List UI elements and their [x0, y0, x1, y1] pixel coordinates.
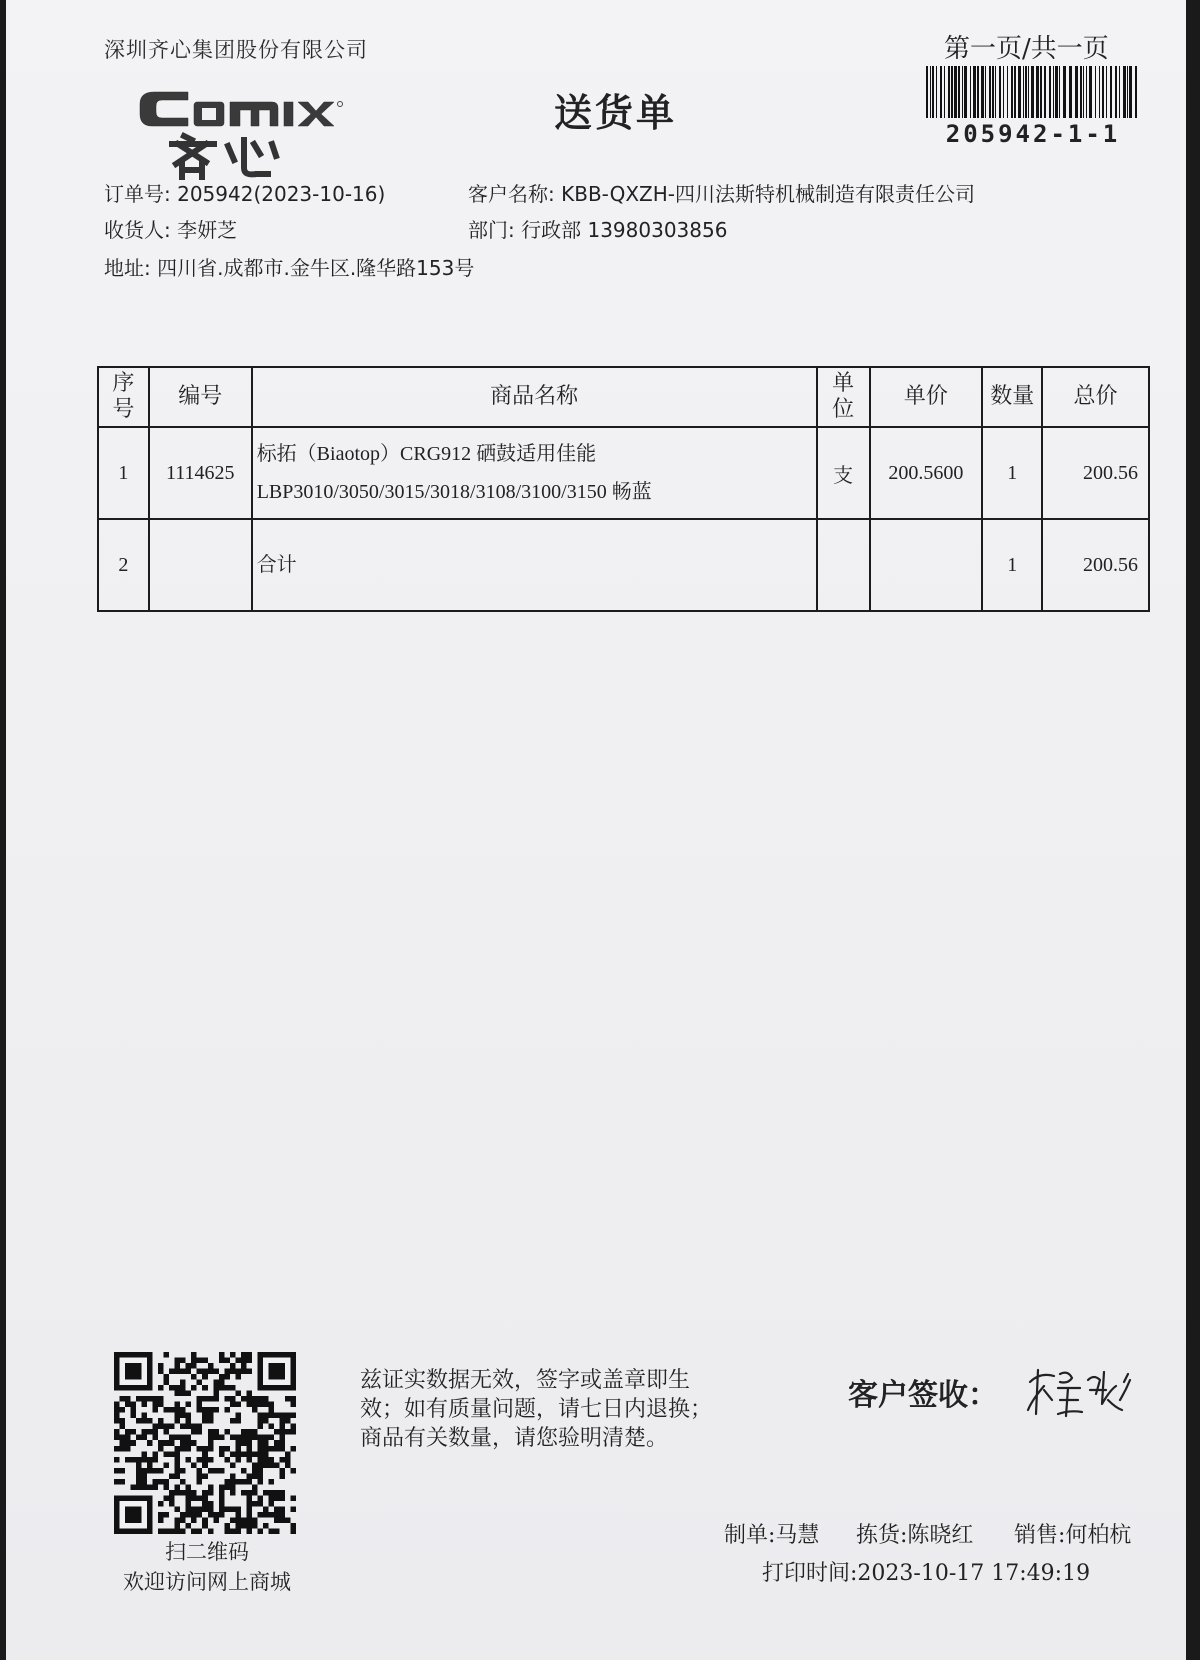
- picker-row: 拣货:陈晓红: [856, 1523, 974, 1548]
- cell-price: [870, 519, 983, 611]
- company-name: 深圳齐心集团股份有限公司: [104, 38, 368, 62]
- cell-total: 200.56: [1042, 519, 1149, 611]
- customer-value: KBB-QXZH-四川法斯特机械制造有限责任公司: [561, 182, 976, 206]
- header-seq: 序 号: [98, 367, 149, 427]
- customer-row: [468, 178, 975, 207]
- notice-text: 兹证实数据无效，签字或盖章即生 效；如有质量问题，请七日内退换； 商品有关数量，请您验明清楚。: [360, 1368, 713, 1451]
- address-value: 四川省.成都市.金牛区.隆华路153号: [157, 256, 475, 280]
- cell-qty: 1: [982, 427, 1042, 519]
- department-label: 部门:: [468, 218, 515, 242]
- table-row: [98, 427, 1149, 519]
- delivery-note-sheet: [6, 0, 1186, 1660]
- cell-code: [149, 519, 252, 611]
- department-row: [468, 214, 727, 243]
- header-price: 单价: [870, 367, 983, 427]
- comix-logo: [126, 84, 366, 180]
- header-name: 商品名称: [252, 367, 817, 427]
- maker-row: 制单:马慧: [724, 1523, 820, 1548]
- customer-sign-label: 客户签收：: [848, 1378, 998, 1413]
- customer-label: 客户名称:: [468, 182, 555, 206]
- cell-seq: 2: [98, 519, 149, 611]
- header-total: 总价: [1042, 367, 1149, 427]
- cell-unit: [817, 519, 870, 611]
- receiver-value: 李妍芝: [177, 218, 238, 242]
- sales-row: 销售:何柏杭: [1014, 1523, 1132, 1548]
- qr-caption-scan: 扫二维码: [165, 1540, 249, 1564]
- barcode-image: [924, 66, 1142, 118]
- items-table: [97, 366, 1150, 612]
- print-time-value: 2023-10-17 17:49:19: [857, 1561, 1091, 1586]
- print-time-row: 打印时间:2023-10-17 17:49:19: [762, 1561, 1091, 1586]
- cell-total: 200.56: [1042, 427, 1149, 519]
- order-number-value: 205942(2023-10-16): [177, 182, 386, 206]
- cell-name: 合计: [252, 519, 817, 611]
- document-title: 送货单: [554, 90, 678, 135]
- cell-qty: 1: [982, 519, 1042, 611]
- maker-value: 马慧: [775, 1523, 820, 1548]
- qr-caption-mall: 欢迎访问网上商城: [123, 1570, 291, 1594]
- table-header-row: [98, 367, 1149, 427]
- cell-price: 200.5600: [870, 427, 983, 519]
- header-qty: 数量: [982, 367, 1042, 427]
- qr-code-image: [114, 1352, 296, 1534]
- cell-code: 1114625: [149, 427, 252, 519]
- cell-unit: 支: [817, 427, 870, 519]
- sales-value: 何柏杭: [1065, 1523, 1132, 1548]
- cell-name: 标拓（Biaotop）CRG912 硒鼓适用佳能 LBP3010/3050/3015/3018/3108/3100/3150 畅蓝: [252, 427, 817, 519]
- picker-value: 陈晓红: [907, 1523, 974, 1548]
- cell-seq: 1: [98, 427, 149, 519]
- order-number-row: [104, 178, 385, 207]
- header-unit: 单 位: [817, 367, 870, 427]
- handwritten-signature: [1024, 1360, 1134, 1426]
- address-row: [104, 252, 474, 281]
- receiver-row: [104, 214, 237, 243]
- receiver-label: 收货人:: [104, 218, 171, 242]
- barcode-number: 205942-1-1: [945, 120, 1121, 148]
- department-value: 行政部 13980303856: [521, 218, 728, 242]
- table-row: [98, 519, 1149, 611]
- header-code: 编号: [149, 367, 252, 427]
- page-info: 第一页/共一页: [944, 34, 1109, 64]
- address-label: 地址:: [104, 256, 151, 280]
- order-number-label: 订单号:: [104, 182, 171, 206]
